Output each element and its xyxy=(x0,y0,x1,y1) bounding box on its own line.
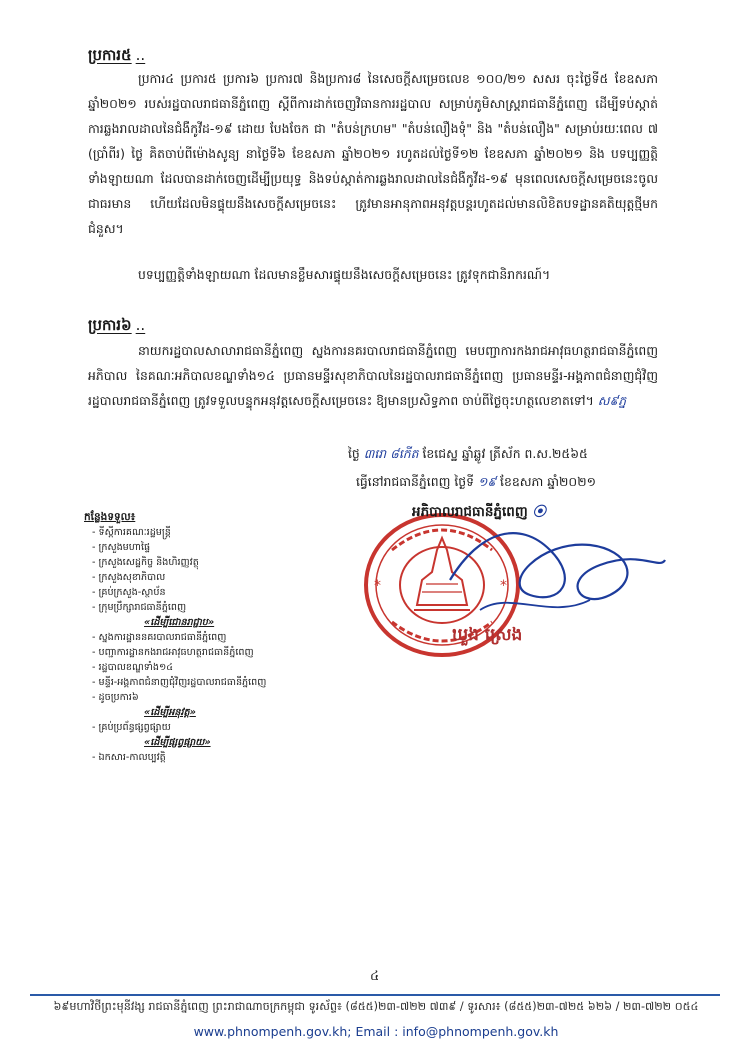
lunar-date-prefix: ថ្ងៃ xyxy=(348,446,360,461)
recipient-item: - ដូចប្រការ៦ xyxy=(84,690,314,705)
footer-contact[interactable]: www.phnompenh.gov.kh; Email : info@phnompenh.gov.kh xyxy=(193,1024,559,1039)
governor-mark: ⦿ xyxy=(527,504,546,520)
recipient-item: - ទីស្តីការគណៈរដ្ឋមន្ត្រី xyxy=(84,525,314,540)
lunar-date-line xyxy=(348,444,588,464)
article-5-title: ប្រការ៥ xyxy=(88,46,132,64)
article-6-dots: .. xyxy=(135,316,146,334)
footer-divider xyxy=(30,994,720,996)
article-6-heading xyxy=(88,316,145,338)
article-6-text: នាយករដ្ឋបាលសាលារាជធានីភ្នំពេញ ស្នងការនគរបាលរាជធានីភ្នំពេញ មេបញ្ជាការកងរាជអាវុធហត្ថរាជធានីភ្នំពេញ អភិបាល នៃគណៈអភិបាលខណ្ឌទាំង១៤ ប្រធានមន្ទីរសុខាភិបាលនៃរដ្ឋបាលរាជធានីភ្នំពេញ ប្រធានមន្ទីរ-អង្គភាពជំនាញជុំវិញរដ្ឋបាលរាជធានីភ្នំពេញ ត្រូវទទួលបន្ទុកអនុវត្តសេចក្តីសម្រេចនេះ ឱ្យមានប្រសិទ្ធភាព ចាប់ពីថ្ងៃចុះហត្ថលេខាតទៅ។ xyxy=(88,343,658,408)
lunar-date-handwritten: ៣រោ ៨កើត xyxy=(363,446,419,461)
recipient-item: - មន្ទីរ-អង្គភាពជំនាញជុំវិញរដ្ឋបាលរាជធានីភ្នំពេញ xyxy=(84,675,314,690)
article-6-title: ប្រការ៦ xyxy=(88,316,132,334)
place-date-line xyxy=(356,472,596,492)
recipient-item: - រដ្ឋបាលខណ្ឌទាំង១៤ xyxy=(84,660,314,675)
article-5-heading xyxy=(88,46,145,68)
article-5-paragraph-1: ប្រការ៤ ប្រការ៥ ប្រការ៦ ប្រការ៧ និងប្រការ៨ នៃសេចក្តីសម្រេចលេខ ១០០/២១ សសរ ចុះថ្ងៃទី៥ ខែឧសភា ឆ្នាំ២០២១ របស់រដ្ឋបាលរាជធានីភ្នំពេញ ស្តីពីការដាក់ចេញវិធានការរដ្ឋបាល សម្រាប់ភូមិសាស្ត្ររាជធានីភ្នំពេញ ដើម្បីទប់ស្កាត់ការឆ្លងរាលដាលនៃជំងឺកូវីដ-១៩ ដោយ បែងចែក ជា "តំបន់ក្រហម" "តំបន់លឿងទុំ" និង "តំបន់លឿង" សម្រាប់រយៈពេល ៧ (ប្រាំពីរ) ថ្ងៃ គិតចាប់ពីម៉ោងសូន្យ នាថ្ងៃទី៦ ខែឧសភា ឆ្នាំ២០២១ រហូតដល់ថ្ងៃទី១២ ខែឧសភា ឆ្នាំ២០២១ និង បទប្បញ្ញត្តិទាំងឡាយណា ដែលបានដាក់ចេញដើម្បីប្រយុទ្ធ និងទប់ស្កាត់ការឆ្លងរាលដាលនៃជំងឺកូវីដ-១៩ មុនពេលសេចក្តីសម្រេចនេះចូលជាធរមាន ហើយដែលមិនផ្ទុយនឹងសេចក្តីសម្រេចនេះ ត្រូវមានអានុភាពអនុវត្តបន្តរហូតដល់មានលិខិតបទដ្ឋានគតិយុត្តថ្មីមកជំនួស។ xyxy=(88,71,658,236)
place-date-suffix: ខែឧសភា ឆ្នាំ២០២១ xyxy=(500,474,596,489)
governor-name: ឃួង ស្រេង xyxy=(452,625,523,645)
recipient-item: - ឯកសារ-កាលប្បវត្តិ xyxy=(84,750,314,765)
recipient-item: - ក្រសួងសុខាភិបាល xyxy=(84,570,314,585)
handwritten-signature xyxy=(440,510,670,630)
article-5-paragraph-2: បទប្បញ្ញត្តិទាំងឡាយណា ដែលមានខ្លឹមសារផ្ទុយនឹងសេចក្តីសម្រេចនេះ ត្រូវទុកជានិរាករណ៍។ xyxy=(138,267,551,282)
article-6-paragraph xyxy=(88,338,658,413)
recipients-section-2: «ដើម្បីអនុវត្ត» xyxy=(144,707,196,718)
recipients-list xyxy=(84,510,314,765)
recipient-item: - ក្រសួងសេដ្ឋកិច្ច និងហិរញ្ញវត្ថុ xyxy=(84,555,314,570)
governor-title xyxy=(412,500,546,523)
page-number: ៤ xyxy=(370,969,380,984)
recipient-item: - ស្នងការដ្ឋាននគរបាលរាជធានីភ្នំពេញ xyxy=(84,630,314,645)
footer-address: ៦៩មហាវិថីព្រះមុនីវង្ស រាជធានីភ្នំពេញ ព្រះរាជាណាចក្រកម្ពុជា ទូរស័ព្ទ៖ (៨៥៥)២៣-៧២២ ៧៣៩ / ទូរសារ៖ (៨៥៥)២៣-៧២៥ ៦២៦ / ២៣-៧២២ ០៥៤ xyxy=(53,1000,699,1013)
svg-text:*: * xyxy=(500,578,507,594)
recipient-item: - បញ្ជាការដ្ឋានកងរាជអាវុធហត្ថរាជធានីភ្នំពេញ xyxy=(84,645,314,660)
recipient-item: - គ្រប់ប្រព័ន្ធផ្សព្វផ្សាយ xyxy=(84,720,314,735)
place-date-prefix: ធ្វើនៅរាជធានីភ្នំពេញ ថ្ងៃទី xyxy=(356,474,474,489)
recipient-item: - ក្រសួងមហាផ្ទៃ xyxy=(84,540,314,555)
recipients-section-1: «ដើម្បីជោនរាជ្ជាប» xyxy=(144,617,215,628)
place-date-day: ១៩ xyxy=(477,474,497,489)
recipients-section-3: «ដើម្បីផ្សព្វផ្សាយ» xyxy=(144,737,211,748)
svg-text:*: * xyxy=(374,578,381,594)
governor-title-text: អភិបាលរាជធានីភ្នំពេញ xyxy=(412,504,528,520)
article-5-dots: .. xyxy=(135,46,146,64)
recipient-item: - គ្រប់ក្រសួង-ស្ថាប័ន xyxy=(84,585,314,600)
recipients-title: កន្លែងទទួល៖ xyxy=(84,511,136,523)
handwritten-initials: ស៩ភ្ន xyxy=(597,393,627,408)
lunar-date-suffix: ខែជេស្ឋ ឆ្នាំឆ្លូវ ត្រីស័ក ព.ស.២៥៦៥ xyxy=(422,446,588,461)
recipient-item: - ក្រុមប្រឹក្សារាជធានីភ្នំពេញ xyxy=(84,600,314,615)
